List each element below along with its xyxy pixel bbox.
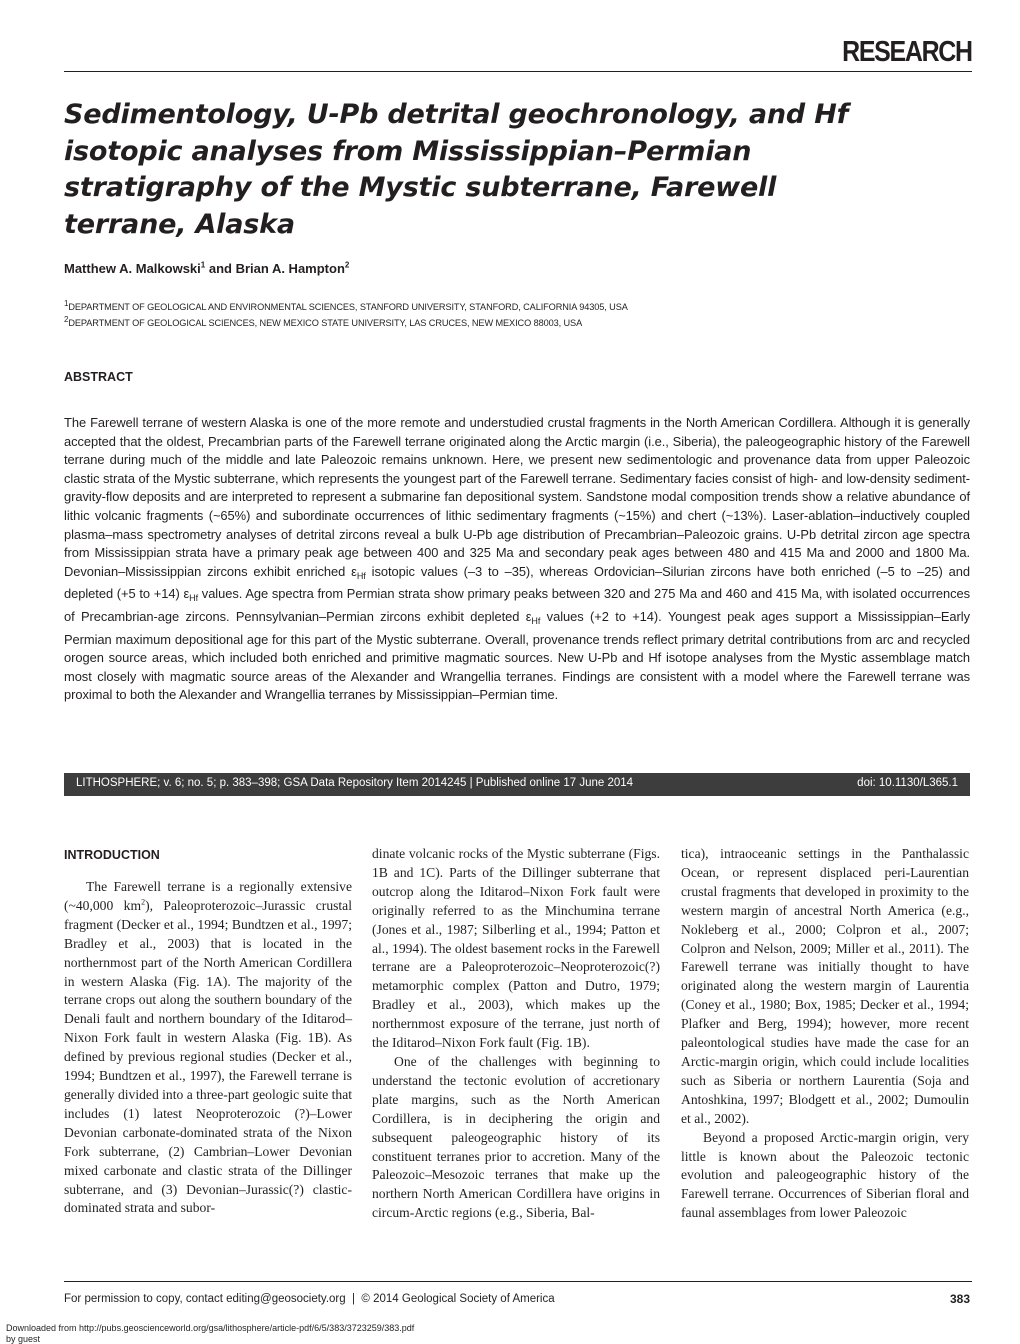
body-paragraph xyxy=(64,878,352,1218)
header-rule xyxy=(64,71,972,72)
download-by: by guest xyxy=(6,1333,41,1344)
introduction-heading: INTRODUCTION xyxy=(64,848,160,862)
author-line xyxy=(64,261,349,276)
doi-link[interactable]: doi: 10.1130/L365.1 xyxy=(857,777,958,789)
citation-bar xyxy=(64,773,970,796)
affiliation-mark: 2 xyxy=(344,260,350,270)
abstract-text: values (+2 to +14). Youngest peak ages support a Mississippian–Early Permian maximum depositional age for this part of the Mystic subterrane. Overall, provenance trends reflect primary detrital contributions from arc and recycled orogen source areas, which included both enriched and primitive magmatic sources. New U-Pb and Hf isotope analyses from the Mystic assemblage match most closely with magmatic source areas of the Alexander and Wrangellia terranes. Findings are consistent with a model where the Farewell terrane was proximal to both the Alexander and Wrangellia terranes by Mississippian–Permian time. xyxy=(64,608,971,703)
affiliation-mark: 1 xyxy=(200,260,206,270)
download-url: Downloaded from http://pubs.geoscienceworld.org/gsa/lithosphere/article-pdf/6/5/383/3723259/383.pdf xyxy=(6,1323,415,1333)
section-label: RESEARCH xyxy=(842,36,972,68)
body-text: The Farewell terrane is a regionally extensive (~40,000 km xyxy=(64,879,352,913)
affiliation-1 xyxy=(64,298,628,312)
body-paragraph: tica), intraoceanic settings in the Panthalassic Ocean, or represent displaced peri-Laurentian crustal fragments that developed in proximity to the western margin of ancestral North America (e.g., Nokleberg et al., 2000; Colpron et al., 2007; Colpron and Nelson, 2009; Miller et al., 2011). The Farewell terrane was initially thought to have originated along the western margin of Laurentia (Coney et al., 1980; Box, 1985; Decker et al., 1994; Plafker and Berg, 1994); however, more recent paleontological studies have made the case for an Arctic-margin origin, which could include localities such as Siberia or northern Laurentia (Soja and Antoshkina, 1997; Blodgett et al., 2002; Dumoulin et al., 2002). xyxy=(681,846,969,1126)
author-name: Matthew A. Malkowski xyxy=(64,261,201,276)
superscript: 2 xyxy=(141,897,146,907)
affiliation-mark: 1 xyxy=(64,298,69,308)
page-number: 383 xyxy=(949,1292,970,1306)
abstract-body xyxy=(64,414,970,705)
permission-text: For permission to copy, contact editing@geosociety.org xyxy=(64,1293,346,1305)
citation-text: LITHOSPHERE; v. 6; no. 5; p. 383–398; GSA Data Repository Item 2014245 xyxy=(76,777,467,789)
citation-info xyxy=(76,777,633,789)
separator: | xyxy=(352,1293,356,1305)
body-paragraph: One of the challenges with beginning to understand the tectonic evolution of accretionary plate margins, such as the North American Cordillera, is in deciphering the origin and subsequent paleogeographic history of its constituent terranes prior to accretion. Many of the Paleozoic–Mesozoic terranes that make up the northern North American Cordillera have origins in circum-Arctic regions (e.g., Siberia, Bal- xyxy=(372,1053,660,1221)
download-note xyxy=(6,1323,414,1344)
footer-rule xyxy=(64,1281,972,1282)
abstract-paragraph xyxy=(64,414,970,705)
abstract-text: values. Age spectra from Permian strata show primary peaks between 320 and 275 Ma and 460 and 415 Ma, with isolated occurrences of Precambrian-age zircons. Pennsylvanian–Permian zircons exhibit depleted xyxy=(64,586,970,624)
hf-subscript: Hf xyxy=(356,570,366,581)
author-connector: and xyxy=(205,261,236,276)
affiliation-mark: 2 xyxy=(64,314,69,324)
body-paragraph: Beyond a proposed Arctic-margin origin, very little is known about the Paleozoic tectonic evolution and paleogeographic history of the Farewell terrane. Occurrences of Siberian floral and faunal assemblages from lower Paleozoic xyxy=(681,1129,969,1221)
affiliation-text: DEPARTMENT OF GEOLOGICAL AND ENVIRONMENTAL SCIENCES, STANFORD UNIVERSITY, STANFORD, CALIFORNIA 94305, USA xyxy=(68,302,628,312)
affiliation-2 xyxy=(64,314,583,328)
body-column-1 xyxy=(64,845,352,1218)
body-text: ), Paleoproterozoic–Jurassic crustal fragment (Decker et al., 1994; Bundtzen et al., 1997; Bradley et al., 2003) that is located in the northernmost part of the North American Cordillera in western Alaska (Fig. 1A). The majority of the terrane crops out along the southern boundary of the Denali fault and northern boundary of the Iditarod–Nixon Fork fault in western Alaska (Fig. 1B). As defined by previous regional studies (Decker et al., 1994; Bundtzen et al., 1997), the Farewell terrane is generally divided into a three-part geologic suite that includes (1) latest Neoproterozoic (?)–Lower Devonian carbonate-dominated strata of the Nixon Fork subterrane, (2) Cambrian–Lower Devonian mixed carbonate and clastic strata of the Dillinger subterrane, and (3) Devonian–Jurassic(?) clastic-dominated strata and subor- xyxy=(64,897,353,1216)
body-column-3 xyxy=(681,845,969,1223)
abstract-text: isotopic values (–3 to –35), whereas Ordovician–Silurian zircons have both enriched (–5 to –25) and depleted (+5 to +14) xyxy=(64,563,970,602)
published-date: Published online 17 June 2014 xyxy=(475,777,634,789)
article-title: Sedimentology, U-Pb detrital geochronology, and Hf isotopic analyses from Mississippian–Permian stratigraphy of the Mystic subterrane, Farewell terrane, Alaska xyxy=(64,99,849,240)
body-paragraph: dinate volcanic rocks of the Mystic subterrane (Figs. 1B and 1C). Parts of the Dillinger subterrane that outcrop along the Iditarod–Nixon Fork fault were originally referred to as the Minchumina terrane (Jones et al., 1987; Silberling et al., 1994; Patton et al., 1994). The oldest basement rocks in the Farewell terrane are a Paleoproterozoic–Neoproterozoic(?) metamorphic complex (Patton and Dutro, 1979; Bradley et al., 2003), which makes up the northernmost exposure of the terrane, just north of the Iditarod–Nixon Fork fault (Fig. 1B). xyxy=(372,846,660,1051)
abstract-heading: ABSTRACT xyxy=(64,370,133,384)
copyright-text: © 2014 Geological Society of America xyxy=(361,1293,555,1305)
hf-subscript: Hf xyxy=(531,615,541,626)
epsilon-symbol: ε xyxy=(525,608,532,624)
separator: | xyxy=(469,777,473,789)
abstract-text: The Farewell terrane of western Alaska is one of the more remote and understudied crustal fragments in the North American Cordillera. Although it is generally accepted that the oldest, Precambrian parts of the Farewell terrane originated along the Arctic margin (i.e., Siberia), the paleogeographic history of the Farewell terrane during much of the middle and late Paleozoic remains unknown. Here, we present new sedimentologic and provenance data from upper Paleozoic clastic strata of the Mystic subterrane, which represents the youngest part of the Farewell terrane. Sedimentary facies consist of high- and low-density sediment-gravity-flow deposits and are interpreted to represent a submarine fan depositional system. Sandstone modal composition trends show a relative abundance of lithic volcanic fragments (~65%) and subordinate occurrences of lithic sedimentary fragments (~15%) and chert (~13%). Laser-ablation–inductively coupled plasma–mass spectrometry analyses of detrital zircons reveal a bulk U-Pb age distribution of Precambrian–Paleozoic grains. U-Pb detrital zircon age spectra from Mississippian strata have a primary peak age between 400 and 325 Ma and secondary peak ages between 480 and 415 Ma and 2000 and 1800 Ma. Devonian–Mississippian zircons exhibit enriched xyxy=(64,415,970,579)
epsilon-symbol: ε xyxy=(183,586,190,602)
affiliation-text: DEPARTMENT OF GEOLOGICAL SCIENCES, NEW MEXICO STATE UNIVERSITY, LAS CRUCES, NEW MEXICO 88003, USA xyxy=(68,318,583,328)
epsilon-symbol: ε xyxy=(351,563,357,579)
body-column-2 xyxy=(372,845,660,1223)
author-name: Brian A. Hampton xyxy=(235,261,345,276)
footer-info xyxy=(64,1293,555,1305)
hf-subscript: Hf xyxy=(189,593,199,604)
